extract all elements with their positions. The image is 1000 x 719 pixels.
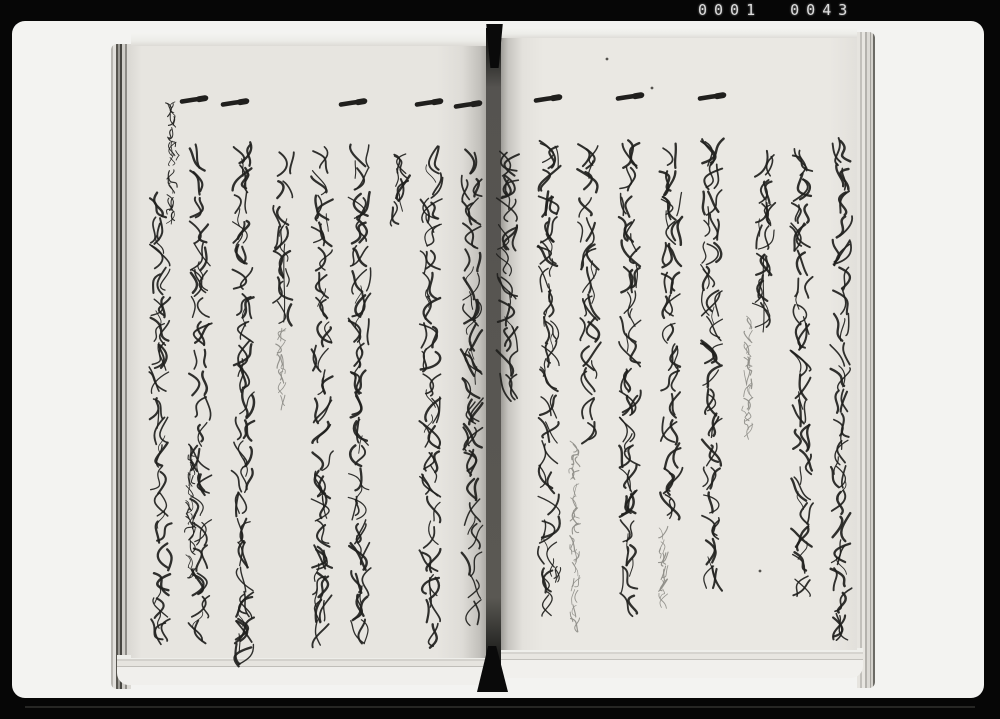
text-column: [660, 144, 683, 520]
entry-dash-marker: [700, 95, 724, 99]
text-column: [538, 141, 561, 616]
ink-speck: [606, 58, 609, 61]
text-column: [189, 145, 212, 644]
text-column: [166, 102, 179, 224]
text-column: [659, 526, 669, 608]
text-column: [348, 145, 371, 644]
entry-dash-marker: [223, 101, 247, 105]
entry-dash-marker: [536, 97, 560, 101]
text-column: [273, 152, 294, 325]
entry-dash-marker: [341, 101, 365, 105]
text-column: [497, 151, 519, 401]
frame-counter: 0001 0043: [698, 1, 855, 19]
ink-speck: [651, 87, 654, 90]
text-column: [554, 567, 561, 583]
entry-dash-marker: [417, 101, 441, 105]
text-column: [790, 149, 813, 597]
text-column: [390, 154, 409, 226]
entry-dash-marker: [618, 95, 642, 99]
text-column: [232, 142, 255, 666]
text-column: [619, 140, 641, 616]
text-column: [461, 150, 483, 626]
text-column: [742, 316, 753, 439]
text-column: [311, 147, 333, 648]
entry-dash-marker: [182, 98, 206, 102]
text-column: [830, 138, 852, 640]
ink-speck: [759, 570, 762, 573]
text-column: [701, 139, 724, 591]
text-column: [577, 144, 600, 443]
entry-dash-marker: [456, 103, 480, 107]
text-column: [276, 328, 286, 410]
text-column: [419, 146, 442, 647]
text-column: [569, 441, 580, 632]
text-column: [753, 151, 776, 332]
text-column: [149, 193, 171, 645]
